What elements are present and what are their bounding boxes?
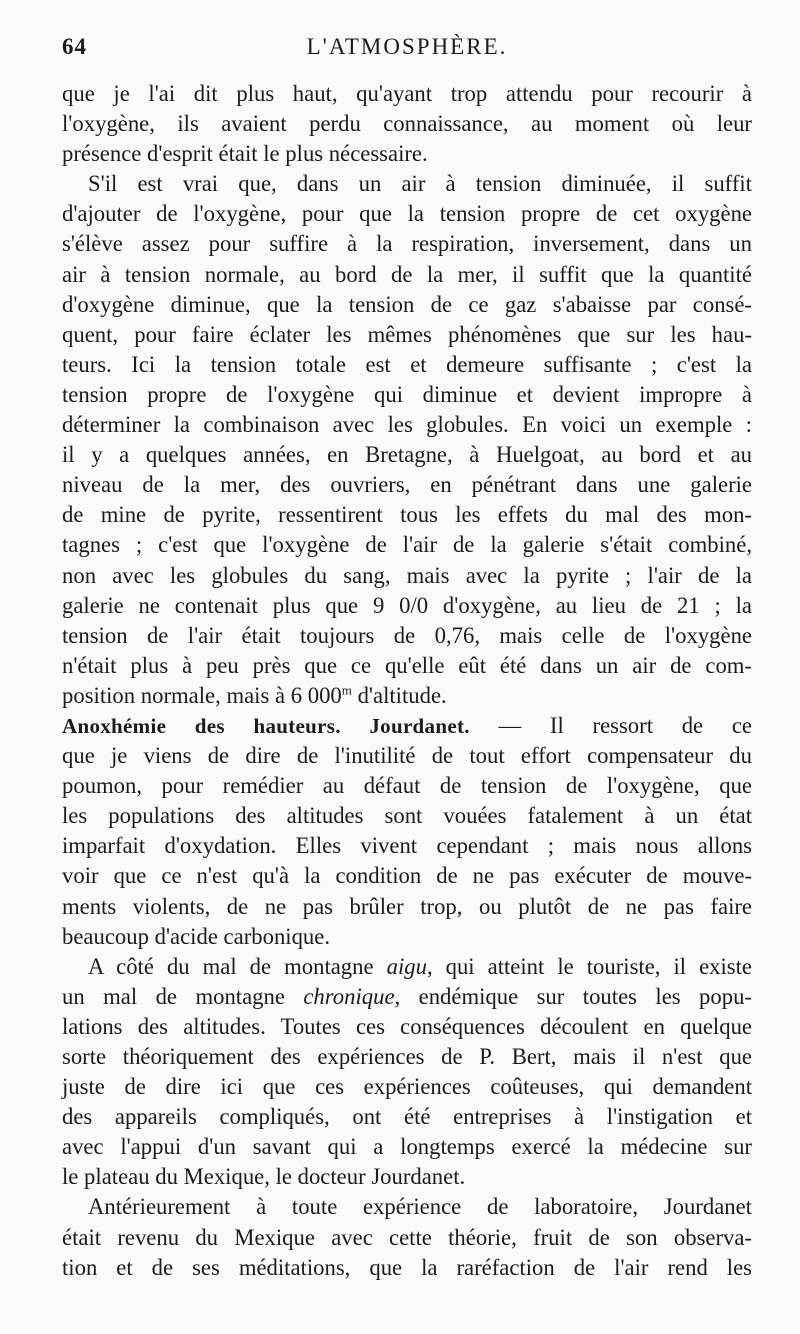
text-line (62, 711, 752, 741)
text-line: d'ajouter de l'oxygène, pour que la tension propre de cet oxygène (62, 201, 752, 227)
text-line: tagnes ; c'est que l'oxygène de l'air de la galerie s'était combiné, (62, 532, 752, 558)
italic-word: aigu (386, 953, 427, 979)
text-line: S'il est vrai que, dans un air à tension diminuée, il suffit (88, 171, 752, 197)
text-line: niveau de la mer, des ouvriers, en pénétrant dans une galerie (62, 472, 752, 498)
text-line: ments violents, de ne pas brûler trop, ou plutôt de ne pas faire (62, 893, 752, 919)
text-line: n'était plus à peu près que ce qu'elle eût été dans un air de com- (62, 652, 752, 678)
text-line: il y a quelques années, en Bretagne, à Huelgoat, au bord et au (62, 442, 752, 468)
line-text: A côté du mal de montagne (88, 953, 387, 979)
page-number: 64 (62, 34, 87, 59)
text-line: Antérieurement à toute expérience de laboratoire, Jourdanet (88, 1194, 752, 1220)
text-line: déterminer la combinaison avec les globules. En voici un exemple : (62, 412, 752, 438)
text-line: quent, pour faire éclater les mêmes phénomènes que sur les hau- (62, 321, 752, 347)
line-text: un mal de montagne (62, 983, 304, 1009)
text-line: était revenu du Mexique avec cette théorie, fruit de son observa- (62, 1224, 752, 1250)
text-line: tension propre de l'oxygène qui diminue et devient impropre à (62, 381, 752, 407)
line-text: — Il ressort de ce (469, 712, 752, 738)
text-line: de mine de pyrite, ressentirent tous les effets du mal des mon- (62, 502, 752, 528)
text-line: beaucoup d'acide carbonique. (62, 923, 331, 949)
text-line: voir que ce n'est qu'à la condition de ne pas exécuter de mouve- (62, 863, 752, 889)
text-line: teurs. Ici la tension totale est et demeure suffisante ; c'est la (62, 351, 752, 377)
body-text (62, 79, 752, 1283)
text-line: non avec les globules du sang, mais avec la pyrite ; l'air de la (62, 562, 752, 588)
italic-word: chronique (303, 983, 395, 1009)
line-text: position normale, mais à 6 000 (62, 682, 342, 708)
text-line: galerie ne contenait plus que 9 0/0 d'oxygène, au lieu de 21 ; la (62, 592, 752, 618)
text-line: s'élève assez pour suffire à la respiration, inversement, dans un (62, 231, 752, 257)
text-line: poumon, pour remédier au défaut de tension de l'oxygène, que (62, 773, 752, 799)
text-line: le plateau du Mexique, le docteur Jourdanet. (62, 1164, 466, 1190)
text-line (62, 952, 752, 982)
text-line: que je viens de dire de l'inutilité de tout effort compensateur du (62, 743, 752, 769)
text-line: les populations des altitudes sont vouées fatalement à un état (62, 803, 752, 829)
line-text: , qui atteint le touriste, il existe (426, 953, 752, 979)
line-text: , endémique sur toutes les popu- (394, 983, 752, 1009)
text-line: d'oxygène diminue, que la tension de ce gaz s'abaisse par consé- (62, 291, 752, 317)
text-line: avec l'appui d'un savant qui a longtemps exercé la médecine sur (62, 1134, 752, 1160)
text-line: des appareils compliqués, ont été entreprises à l'instigation et (62, 1104, 752, 1130)
running-title: L'ATMOSPHÈRE. (306, 34, 508, 59)
text-line: imparfait d'oxydation. Elles vivent cependant ; mais nous allons (62, 833, 752, 859)
text-line: présence d'esprit était le plus nécessaire. (62, 141, 428, 167)
text-line (62, 982, 752, 1012)
text-line: tion et de ses méditations, que la raréfaction de l'air rend les (62, 1254, 752, 1280)
text-line: que je l'ai dit plus haut, qu'ayant trop attendu pour recourir à (62, 81, 752, 106)
line-text: d'altitude. (351, 682, 447, 708)
text-line: tension de l'air était toujours de 0,76, mais celle de l'oxygène (62, 622, 752, 648)
superscript: m (341, 682, 352, 698)
text-line: l'oxygène, ils avaient perdu connaissance, au moment où leur (62, 111, 752, 137)
text-line: juste de dire ici que ces expériences coûteuses, qui demandent (62, 1074, 752, 1100)
text-line: sorte théoriquement des expériences de P. Bert, mais il n'est que (62, 1044, 752, 1069)
text-line: air à tension normale, au bord de la mer, il suffit que la quantité (62, 261, 752, 287)
page-header (62, 34, 752, 64)
text-line: lations des altitudes. Toutes ces conséquences découlent en quelque (62, 1013, 752, 1039)
section-runin-heading: Anoxhémie des hauteurs. Jourdanet. (62, 713, 470, 738)
text-line (62, 681, 752, 711)
